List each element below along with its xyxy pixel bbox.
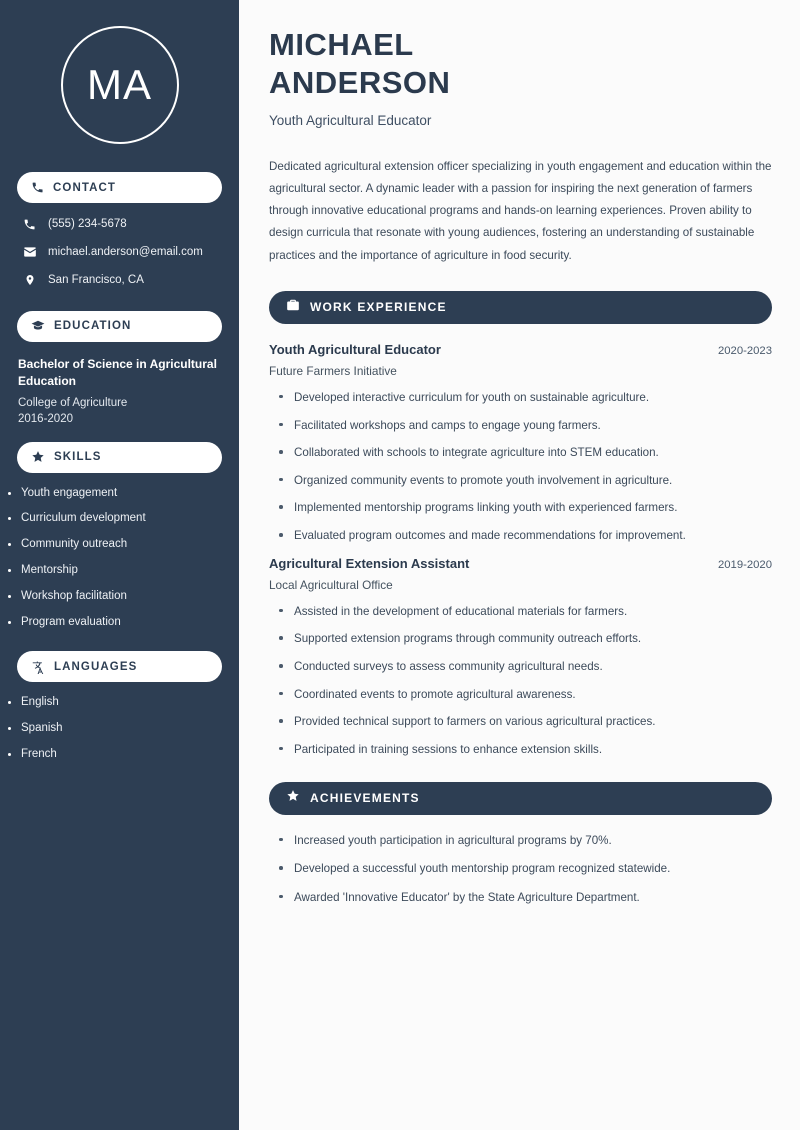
list-item: Developed interactive curriculum for youth on sustainable agriculture. (277, 390, 772, 406)
avatar-initials: MA (87, 61, 152, 108)
contact-email-value: michael.anderson@email.com (48, 245, 203, 258)
phone-icon (31, 181, 44, 194)
list-item: Evaluated program outcomes and made recommendations for improvement. (277, 528, 772, 544)
work-entry-1 (269, 342, 772, 544)
section-header-languages (17, 651, 222, 682)
list-item: Conducted surveys to assess community agricultural needs. (277, 659, 772, 675)
section-title-languages: LANGUAGES (54, 660, 138, 673)
list-item: Developed a successful youth mentorship program recognized statewide. (277, 861, 772, 877)
job-header (269, 556, 772, 571)
contact-phone[interactable] (22, 217, 222, 232)
location-pin-icon (22, 273, 37, 287)
section-title-contact: CONTACT (53, 181, 117, 194)
job-date: 2020-2023 (717, 344, 772, 357)
list-item: Provided technical support to farmers on various agricultural practices. (277, 714, 772, 730)
job-organization: Future Farmers Initiative (269, 363, 397, 378)
section-header-education (17, 311, 222, 342)
languages-list (8, 696, 239, 761)
job-bullets (277, 390, 772, 544)
job-title: Agricultural Extension Assistant (269, 555, 470, 571)
last-name: ANDERSON (269, 64, 451, 100)
list-item: French (8, 748, 239, 762)
section-title-work-experience: WORK EXPERIENCE (310, 300, 447, 315)
list-item: Facilitated workshops and camps to engage young farmers. (277, 418, 772, 434)
phone-icon (22, 218, 37, 231)
first-name: MICHAEL (269, 27, 414, 62)
list-item: Coordinated events to promote agricultural awareness. (277, 687, 772, 703)
job-title: Youth Agricultural Educator (269, 341, 441, 357)
list-item: Awarded 'Innovative Educator' by the State Agriculture Department. (277, 890, 772, 906)
section-title-education: EDUCATION (54, 320, 132, 333)
list-item: Workshop facilitation (8, 590, 239, 604)
achievements-list (277, 833, 772, 906)
job-bullets (277, 604, 772, 758)
avatar-circle (61, 26, 179, 144)
translate-icon (31, 660, 45, 674)
section-header-skills (17, 442, 222, 473)
section-header-work-experience (269, 291, 772, 324)
contact-location[interactable] (22, 273, 222, 288)
job-date: 2019-2020 (717, 558, 772, 571)
list-item: Supported extension programs through community outreach efforts. (277, 631, 772, 647)
main-content (239, 0, 800, 1130)
work-entry-2 (269, 556, 772, 758)
job-header (269, 342, 772, 357)
star-icon (286, 789, 300, 808)
list-item: Curriculum development (8, 512, 239, 526)
education-years: 2016-2020 (18, 412, 73, 425)
contact-list (0, 217, 239, 288)
list-item: Participated in training sessions to enhance extension skills. (277, 742, 772, 758)
list-item: Implemented mentorship programs linking youth with experienced farmers. (277, 500, 772, 516)
job-organization: Local Agricultural Office (269, 577, 393, 592)
star-icon (31, 450, 45, 464)
list-item: Community outreach (8, 538, 239, 552)
briefcase-icon (286, 298, 300, 317)
page-title (269, 26, 772, 102)
envelope-icon (22, 245, 37, 259)
sidebar (0, 0, 239, 1130)
contact-phone-value: (555) 234-5678 (48, 218, 127, 230)
list-item: Spanish (8, 722, 239, 736)
list-item: English (8, 696, 239, 710)
list-item: Youth engagement (8, 487, 239, 501)
contact-email[interactable] (22, 245, 222, 260)
list-item: Organized community events to promote youth involvement in agriculture. (277, 473, 772, 489)
list-item: Mentorship (8, 564, 239, 578)
list-item: Increased youth participation in agricultural programs by 70%. (277, 833, 772, 849)
section-title-skills: SKILLS (54, 451, 102, 464)
list-item: Assisted in the development of educational materials for farmers. (277, 604, 772, 620)
list-item: Program evaluation (8, 616, 239, 630)
graduation-cap-icon (31, 319, 45, 333)
section-header-contact (17, 172, 222, 203)
contact-location-value: San Francisco, CA (48, 273, 144, 286)
section-title-achievements: ACHIEVEMENTS (310, 791, 420, 806)
job-role-subtitle: Youth Agricultural Educator (269, 112, 432, 128)
profile-summary: Dedicated agricultural extension officer specializing in youth engagement and education within the agricultural sector. A dynamic leader with a passion for inspiring the next generation of farmers through innovative educational programs and hands-on learning experiences. Proven ability to design curricula that resonate with young audiences, fostering an understanding of sustainable practices and the importance of agriculture in food security. (269, 159, 772, 262)
education-degree: Bachelor of Science in Agricultural Education (18, 356, 217, 389)
skills-list (8, 487, 239, 630)
education-entry (0, 356, 239, 425)
section-header-achievements (269, 782, 772, 815)
education-school: College of Agriculture (18, 396, 128, 409)
list-item: Collaborated with schools to integrate agriculture into STEM education. (277, 445, 772, 461)
avatar (0, 26, 239, 144)
